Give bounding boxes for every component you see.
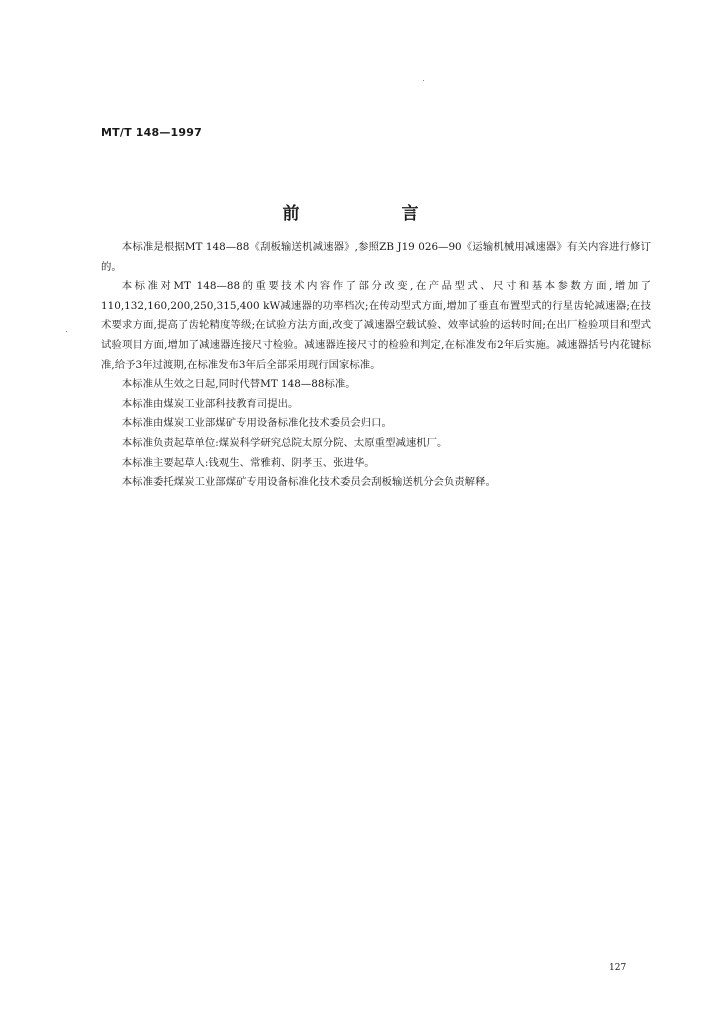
- paragraph-proposer: 本标准由煤炭工业部科技教育司提出。: [121, 397, 299, 410]
- scan-speck: [423, 80, 424, 81]
- scan-speck: [66, 331, 67, 332]
- paragraph-drafters: 本标准主要起草人:钱观生、常雅莉、阴孝玉、张进华。: [121, 456, 375, 469]
- standard-code: MT/T 148—1997: [101, 126, 202, 139]
- page-title: 前 言: [282, 204, 467, 224]
- paragraph-replacement: 本标准从生效之日起,同时代替MT 148—88标准。: [121, 378, 356, 391]
- paragraph-interpretation: 本标准委托煤炭工业部煤矿专用设备标准化技术委员会刮板输送机分会负责解释。: [121, 476, 496, 489]
- paragraph-centralized-unit: 本标准由煤炭工业部煤矿专用设备标准化技术委员会归口。: [121, 417, 392, 430]
- paragraph-revision-basis: 本标准是根据MT 148—88《刮板输送机减速器》,参照ZB J19 026—90《运输机械用减速器》有关内容进行修订的。: [101, 241, 651, 273]
- page-number: 127: [609, 963, 627, 973]
- foreword-body: [101, 238, 651, 493]
- paragraph-technical-changes: 本标准对MT 148—88的重要技术内容作了部分改变,在产品型式、尺寸和基本参数方面,增加了110,132,160,200,250,315,400 kW减速器的功率档次;在传动型式方面,增加了垂直布置型式的行星齿轮减速器;在技术要求方面,提高了齿轮精度等级;在试验方法方面,改变了减速器空载试验、效率试验的运转时间;在出厂检验项目和型式试验项目方面,增加了减速器连接尺寸检验。减速器连接尺寸的检验和判定,在标准发布2年后实施。减速器括号内花键标准,给予3年过渡期,在标准发布3年后全部采用现行国家标准。: [101, 280, 651, 371]
- paragraph-drafting-units: 本标准负责起草单位:煤炭科学研究总院太原分院、太原重型减速机厂。: [121, 436, 448, 449]
